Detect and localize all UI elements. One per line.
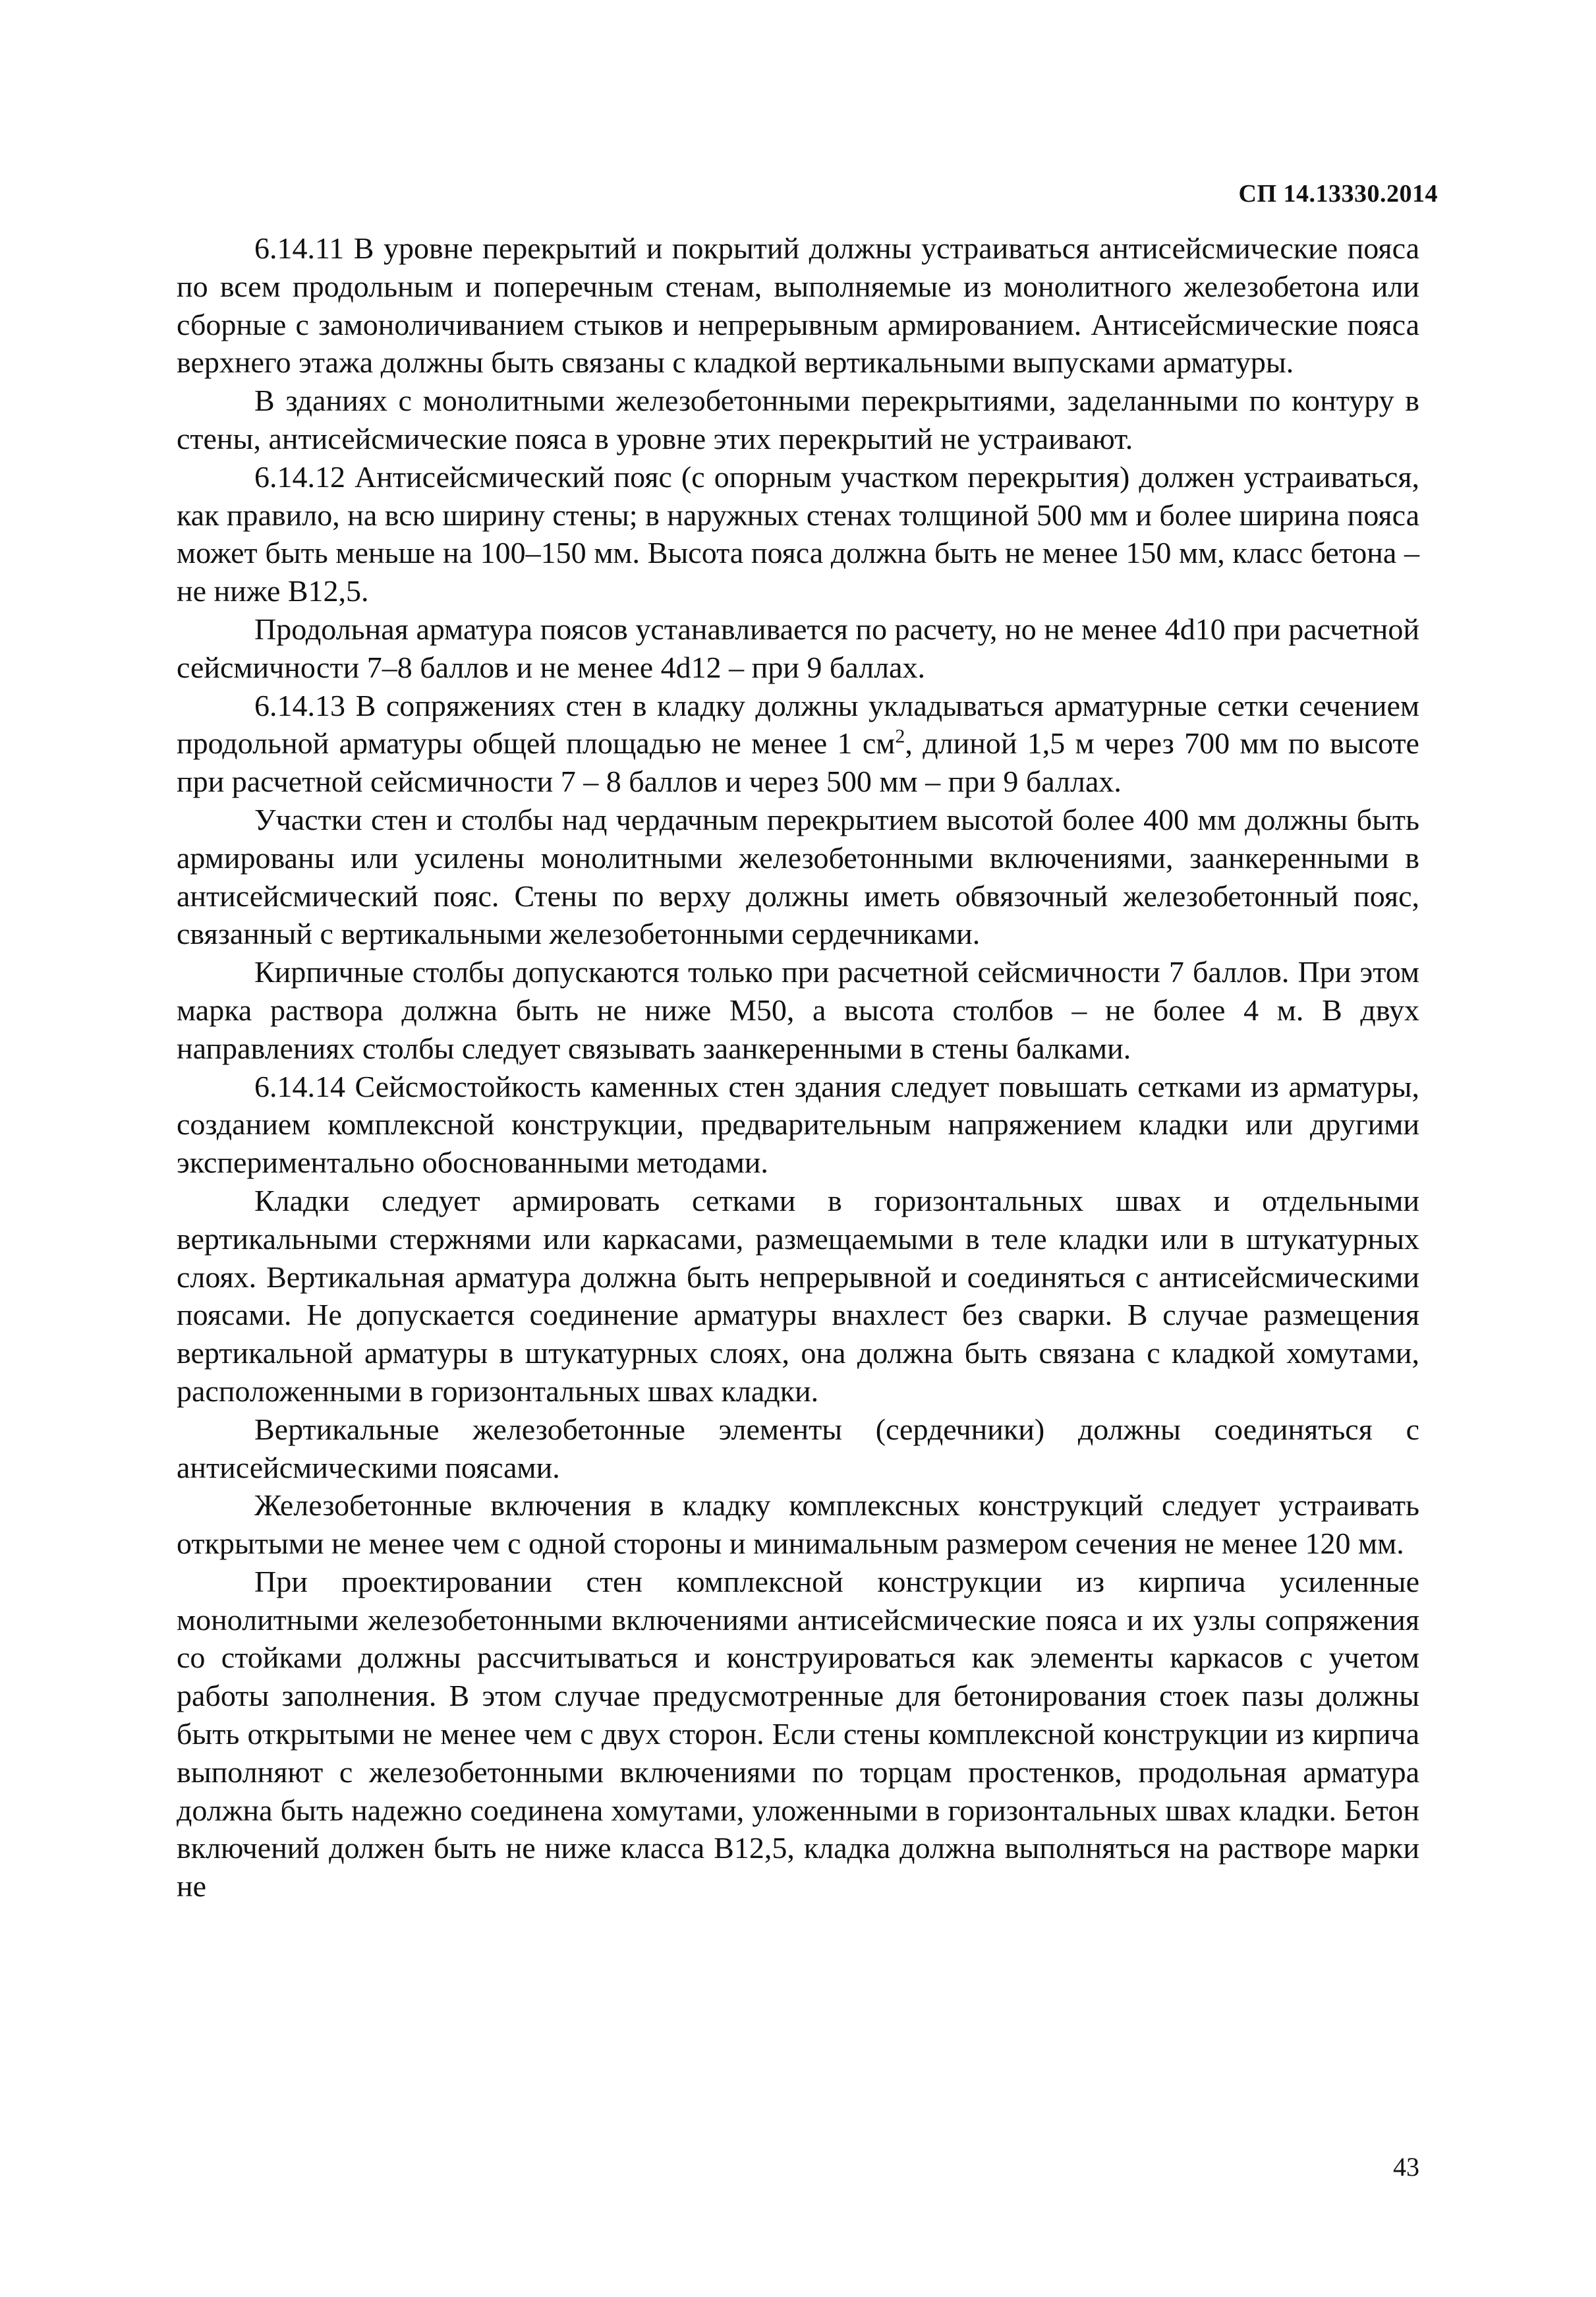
document-body (177, 229, 1419, 1905)
paragraph-complex-construction-design: При проектировании стен комплексной конструкции из кирпича усиленные монолитными железобетонными включениями антисейсмические пояса и их узлы сопряжения со стойками должны рассчитываться и конструироваться как элементы каркасов с учетом работы заполнения. В этом случае предусмотренные для бетонирования стоек пазы должны быть открытыми не менее чем с двух сторон. Если стены комплексной конструкции из кирпича выполняют с железобетонными включениями по торцам простенков, продольная арматура должна быть надежно соединена хомутами, уложенными в горизонтальных швах кладки. Бетон включений должен быть не ниже класса В12,5, кладка должна выполняться на растворе марки не (177, 1564, 1419, 1904)
paragraph-6-14-13-text-end: , длиной 1,5 м через 700 мм по высоте при расчетной сейсмичности 7 – 8 баллов и через 500 мм – при 9 баллах. (177, 726, 1419, 799)
paragraph-masonry-reinforcement: Кладки следует армировать сетками в горизонтальных швах и отдельными вертикальными стержнями или каркасами, размещаемыми в теле кладки или в штукатурных слоях. Вертикальная арматура должна быть непрерывной и соединяться с антисейсмическими поясами. Не допускается соединение арматуры внахлест без сварки. В случае размещения вертикальной арматуры в штукатурных слоях, она должна быть связана с кладкой хомутами, расположенными в горизонтальных швах кладки. (177, 1183, 1419, 1408)
area-unit-superscript: 2 (895, 726, 905, 748)
paragraph-longitudinal-reinforcement: Продольная арматура поясов устанавливается по расчету, но не менее 4d10 при расчетной сейсмичности 7–8 баллов и не менее 4d12 – при 9 баллах. (177, 612, 1419, 684)
paragraph-brick-pillars: Кирпичные столбы допускаются только при расчетной сейсмичности 7 баллов. При этом марка раствора должна быть не ниже М50, а высота столбов – не более 4 м. В двух направлениях столбы следует связывать заанкеренными в стены балками. (177, 955, 1419, 1065)
paragraph-concrete-inclusions: Железобетонные включения в кладку комплексных конструкций следует устраивать открытыми не менее чем с одной стороны и минимальным размером сечения не менее 120 мм. (177, 1488, 1419, 1561)
paragraph-attic-walls: Участки стен и столбы над чердачным перекрытием высотой более 400 мм должны быть армированы или усилены монолитными железобетонными включениями, заанкеренными в антисейсмический пояс. Стены по верху должны иметь обвязочный железобетонный пояс, связанный с вертикальными железобетонными сердечниками. (177, 802, 1419, 951)
paragraph-monolithic-floors: В зданиях с монолитными железобетонными перекрытиями, заделанными по контуру в стены, антисейсмические пояса в уровне этих перекрытий не устраивают. (177, 384, 1419, 455)
paragraph-6-14-14: 6.14.14 Сейсмостойкость каменных стен здания следует повышать сетками из арматуры, созданием комплексной конструкции, предварительным напряжением кладки или другими экспериментально обоснованными методами. (177, 1069, 1419, 1180)
paragraph-6-14-13-text-start: 6.14.13 В сопряжениях стен в кладку должны укладываться арматурные сетки сечением продольной арматуры общей площадью не менее 1 см (177, 688, 1419, 761)
document-code-header: СП 14.13330.2014 (1238, 180, 1438, 208)
paragraph-6-14-12: 6.14.12 Антисейсмический пояс (с опорным участком перекрытия) должен устраиваться, как правило, на всю ширину стены; в наружных стенах толщиной 500 мм и более ширина пояса может быть меньше на 100–150 мм. Высота пояса должна быть не менее 150 мм, класс бетона – не ниже В12,5. (177, 459, 1419, 608)
paragraph-vertical-cores: Вертикальные железобетонные элементы (сердечники) должны соединяться с антисейсмическими поясами. (177, 1412, 1419, 1484)
paragraph-6-14-11: 6.14.11 В уровне перекрытий и покрытий должны устраиваться антисейсмические пояса по всем продольным и поперечным стенам, выполняемые из монолитного железобетона или сборные с замоноличиванием стыков и непрерывным армированием. Антисейсмические пояса верхнего этажа должны быть связаны с кладкой вертикальными выпусками арматуры. (177, 231, 1419, 380)
paragraph-6-14-13 (177, 687, 1419, 801)
page-number: 43 (1393, 2152, 1419, 2182)
